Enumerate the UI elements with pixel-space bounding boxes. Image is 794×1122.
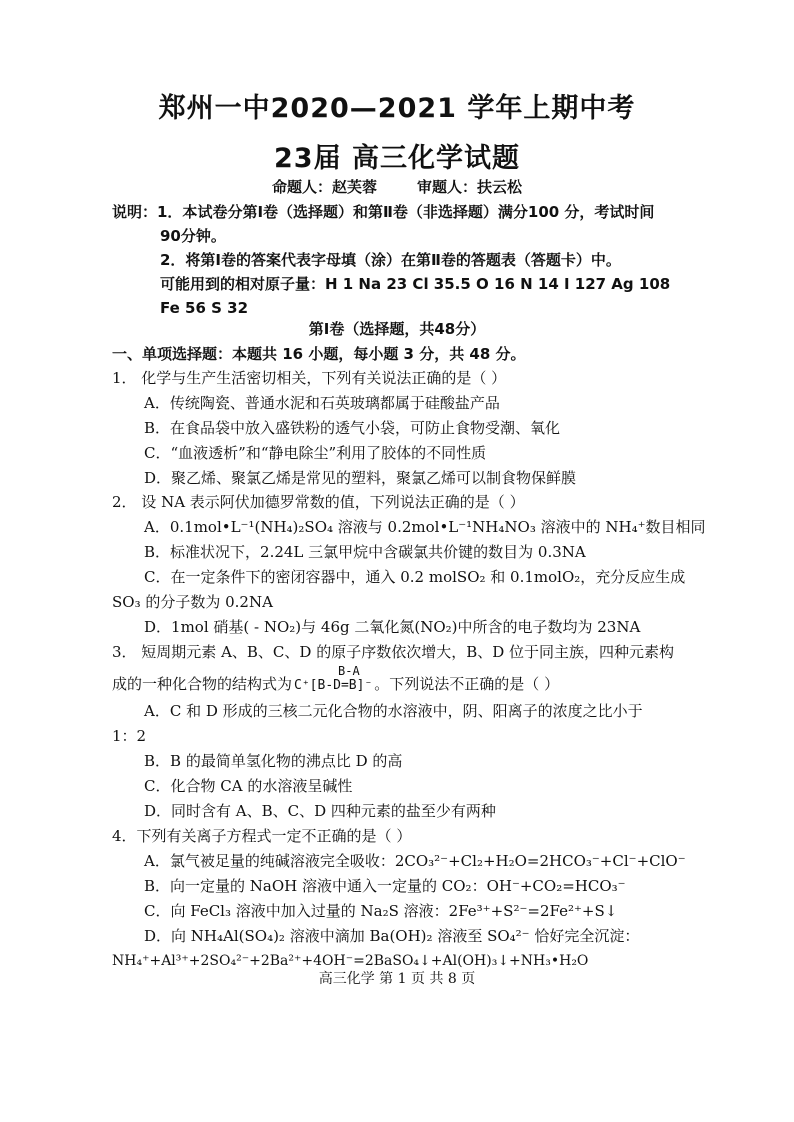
q3-stem-text-before: 成的一种化合物的结构式为	[112, 675, 293, 693]
atomic-masses: 可能用到的相对原子量：H 1 Na 23 Cl 35.5 O 16 N 14 I 127 Ag 108	[160, 275, 671, 293]
structural-formula-main: C⁺[B-D=B]⁻	[294, 678, 373, 693]
instruction-2: 2．将第Ⅰ卷的答案代表字母填（涂）在第Ⅱ卷的答题表（答题卡）中。	[160, 251, 621, 269]
q3-option-c: C．化合物 CA 的水溶液呈碱性	[144, 777, 353, 795]
q1-option-c: C．“血液透析”和“静电除尘”利用了胶体的不同性质	[144, 444, 487, 462]
exam-title-line2: 23届 高三化学试题	[274, 143, 520, 174]
q2-stem: 2． 设 NA 表示阿伏加德罗常数的值，下列说法正确的是（ ）	[112, 493, 525, 511]
q3-option-b: B．B 的最简单氢化物的沸点比 D 的高	[144, 752, 403, 770]
q4-option-d-equation: NH₄⁺+Al³⁺+2SO₄²⁻+2Ba²⁺+4OH⁻=2BaSO₄↓+Al(OH)₃↓+NH₃•H₂O	[112, 953, 589, 969]
section-heading: 一、单项选择题：本题共 16 小题，每小题 3 分，共 48 分。	[112, 345, 526, 363]
q2-option-d: D．1mol 硝基( - NO₂)与 46g 二氧化氮(NO₂)中所含的电子数均为 23NA	[144, 618, 641, 636]
author-name: 命题人：赵芙蓉	[271, 178, 377, 196]
instruction-1: 说明：1．本试卷分第Ⅰ卷（选择题）和第Ⅱ卷（非选择题）满分100 分，考试时间	[112, 203, 655, 221]
q4-option-b: B．向一定量的 NaOH 溶液中通入一定量的 CO₂：OH⁻+CO₂=HCO₃⁻	[144, 877, 626, 895]
q4-option-d: D．向 NH₄Al(SO₄)₂ 溶液中滴加 Ba(OH)₂ 溶液至 SO₄²⁻ 恰好完全沉淀：	[144, 927, 640, 945]
instruction-1-cont: 90分钟。	[160, 227, 226, 245]
q2-option-b: B．标准状况下，2.24L 三氯甲烷中含碳氯共价键的数目为 0.3NA	[144, 543, 586, 561]
exam-title-line1: 郑州一中2020—2021 学年上期中考	[158, 93, 636, 124]
q1-option-d: D．聚乙烯、聚氯乙烯是常见的塑料，聚氯乙烯可以制食物保鲜膜	[144, 469, 577, 487]
q4-option-a: A．氯气被足量的纯碱溶液完全吸收：2CO₃²⁻+Cl₂+H₂O=2HCO₃⁻+Cl⁻+ClO⁻	[144, 852, 686, 870]
structural-formula-top: B-A	[338, 664, 360, 678]
authors-line	[0, 176, 794, 197]
reviewer-name: 审题人：扶云松	[417, 178, 523, 196]
q3-option-d: D．同时含有 A、B、C、D 四种元素的盐至少有两种	[144, 802, 496, 820]
structural-formula	[294, 664, 373, 696]
q3-option-a: A．C 和 D 形成的三核二元化合物的水溶液中，阴、阳离子的浓度之比小于	[144, 702, 643, 720]
q3-stem-line1: 3． 短周期元素 A、B、C、D 的原子序数依次增大，B、D 位于同主族，四种元素构	[112, 643, 675, 661]
q1-option-b: B．在食品袋中放入盛铁粉的透气小袋，可防止食物受潮、氧化	[144, 419, 561, 437]
q4-stem: 4．下列有关离子方程式一定不正确的是（ ）	[112, 827, 412, 845]
q2-option-a: A．0.1mol•L⁻¹(NH₄)₂SO₄ 溶液与 0.2mol•L⁻¹NH₄NO₃ 溶液中的 NH₄⁺数目相同	[144, 518, 706, 536]
q4-option-c: C．向 FeCl₃ 溶液中加入过量的 Na₂S 溶液：2Fe³⁺+S²⁻=2Fe²⁺+S↓	[144, 902, 618, 920]
q3-stem-line2	[112, 664, 560, 696]
section-title: 第Ⅰ卷（选择题，共48分）	[308, 320, 486, 338]
q3-option-a-cont: 1：2	[112, 727, 147, 745]
q2-option-c-cont: SO₃ 的分子数为 0.2NA	[112, 593, 273, 611]
q1-option-a: A．传统陶瓷、普通水泥和石英玻璃都属于硅酸盐产品	[144, 394, 500, 412]
page-footer: 高三化学 第 1 页 共 8 页	[318, 971, 476, 987]
atomic-masses-cont: Fe 56 S 32	[160, 299, 249, 317]
q2-option-c: C．在一定条件下的密闭容器中，通入 0.2 molSO₂ 和 0.1molO₂，充分反应生成	[144, 568, 686, 586]
q3-stem-text-after: 。下列说法不正确的是（ ）	[374, 675, 560, 693]
q1-stem: 1． 化学与生产生活密切相关，下列有关说法正确的是（ ）	[112, 369, 507, 387]
